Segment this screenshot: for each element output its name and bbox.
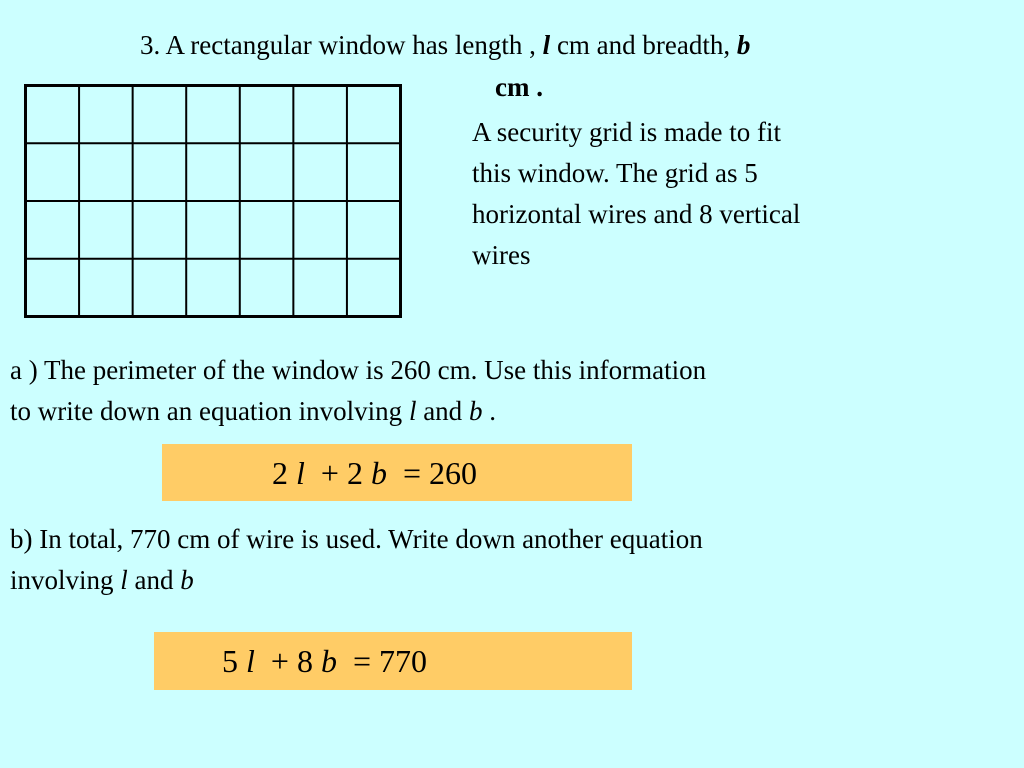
question-title [140,28,750,62]
description-line: wires [472,240,531,270]
answer-b-coef-l: 5 [222,643,246,679]
description-line: this window. The grid as 5 [472,158,758,188]
answer-box-a [162,444,632,501]
part-a-line2 [10,391,706,432]
part-a-line2-end: . [482,396,496,426]
part-a-line2-text: to write down an equation involving [10,396,409,426]
var-b: b [180,565,194,595]
part-b-line2-text: involving [10,565,121,595]
answer-box-b [154,632,632,690]
title-unit: cm . [495,72,543,102]
answer-b-plus: + 8 [254,643,321,679]
answer-a-coef-l: 2 [272,454,296,491]
answer-a-var-l: l [296,454,305,491]
description-line: horizontal wires and 8 vertical [472,199,801,229]
breadth-variable: b [736,30,751,60]
description-line: A security grid is made to fit [472,117,781,147]
part-b-line1: b) In total, 770 cm of wire is used. Write down another equation [10,524,703,554]
part-b-line2 [10,560,703,601]
var-l: l [120,565,128,595]
and-text: and [127,565,181,595]
var-l: l [408,396,417,426]
part-a-line1: a ) The perimeter of the window is 260 cm. Use this information [10,355,707,385]
answer-a-rhs: = 260 [386,454,477,491]
title-middle: cm and breadth, [550,30,737,60]
grid-description [472,112,902,276]
answer-b-rhs: = 770 [336,643,427,679]
answer-a-var-b: b [370,454,387,491]
answer-b-var-b: b [320,643,337,679]
length-variable: l [542,30,551,60]
and-text: and [416,396,469,426]
part-a-question [10,350,706,432]
var-b: b [468,396,483,426]
answer-a-plus: + 2 [304,454,371,491]
title-prefix: 3. A rectangular window has length , [140,30,543,60]
part-b-question [10,519,703,601]
window-grid-figure [24,84,402,318]
answer-b-var-l: l [246,643,255,679]
